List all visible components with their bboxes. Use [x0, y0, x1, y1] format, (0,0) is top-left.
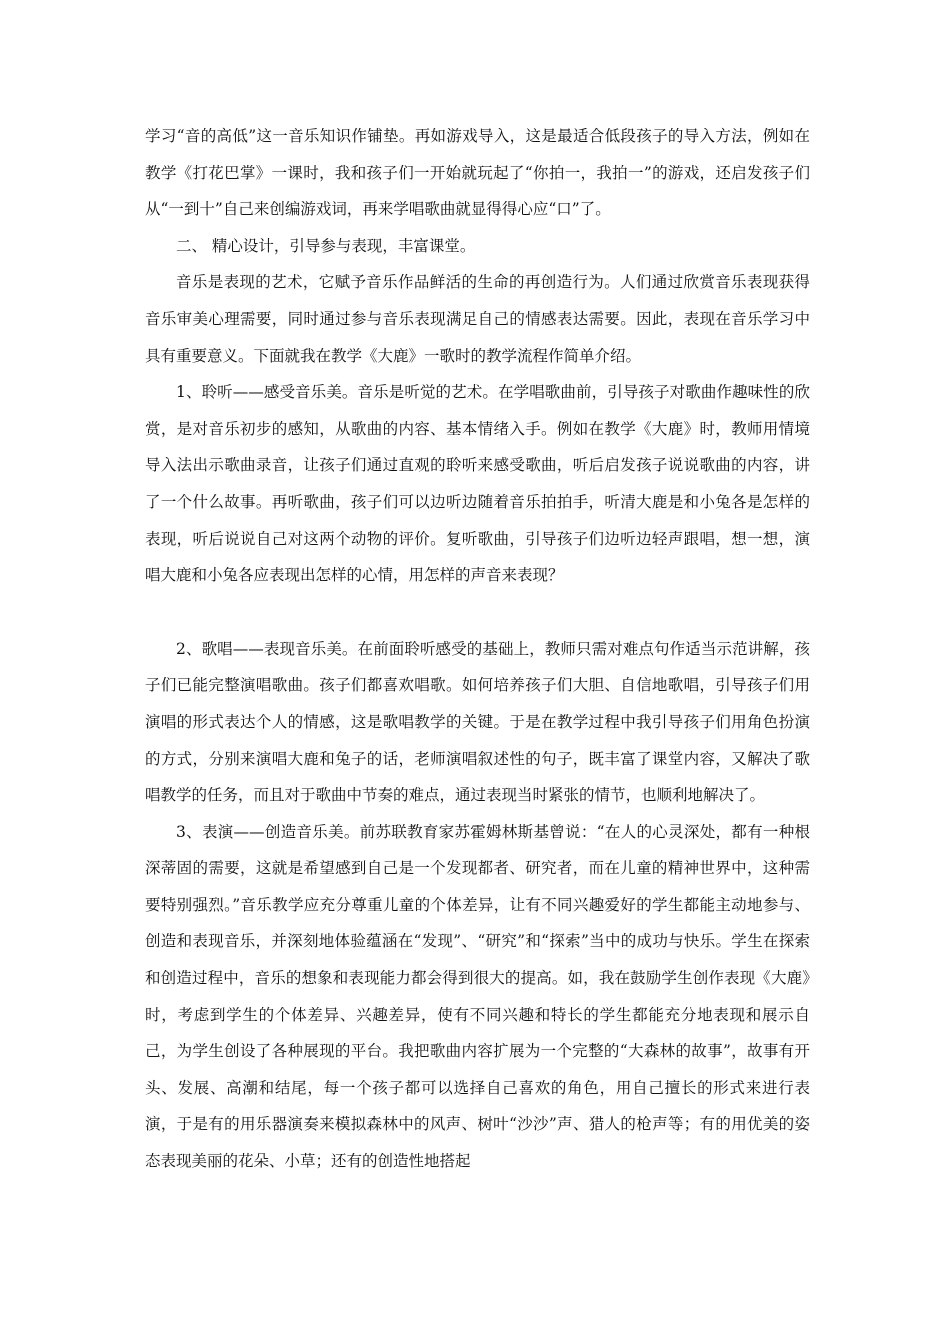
paragraph-singing: 2、歌唱——表现音乐美。在前面聆听感受的基础上，教师只需对难点句作适当示范讲解，孩子们已能完整演唱歌曲。孩子们都喜欢唱歌。如何培养孩子们大胆、自信地歌唱，引导孩子们用演唱的形式表达个人的情感，这是歌唱教学的关键。于是在教学过程中我引导孩子们用角色扮演的方式，分别来演唱大鹿和兔子的话，老师演唱叙述性的句子，既丰富了课堂内容，又解决了歌唱教学的任务，而且对于歌曲中节奏的难点，通过表现当时紧张的情节，也顺利地解决了。: [145, 639, 810, 805]
paragraph-intro-continuation: 学习“音的高低”这一音乐知识作铺垫。再如游戏导入，这是最适合低段孩子的导入方法，例如在教学《打花巴掌》一课时，我和孩子们一开始就玩起了“你拍一，我拍一”的游戏，还启发孩子们从“一到十”自己来创编游戏词，再来学唱歌曲就显得得心应“口”了。: [145, 127, 810, 219]
paragraph-performing: 3、表演——创造音乐美。前苏联教育家苏霍姆林斯基曾说：“在人的心灵深处，都有一种根深蒂固的需要，这就是希望感到自己是一个发现都者、研究者，而在儿童的精神世界中，这种需要特别强烈。”音乐教学应充分尊重儿童的个体差异，让有不同兴趣爱好的学生都能主动地参与、创造和表现音乐，并深刻地体验蕴涵在“发现”、“研究”和“探索”当中的成功与快乐。学生在探索和创造过程中，音乐的想象和表现能力都会得到很大的提高。如，我在鼓励学生创作表现《大鹿》时，考虑到学生的个体差异、兴趣差异，使有不同兴趣和特长的学生都能充分地表现和展示自己，为学生创设了各种展现的平台。我把歌曲内容扩展为一个完整的“大森林的故事”，故事有开头、发展、高潮和结尾，每一个孩子都可以选择自己喜欢的角色，用自己擅长的形式来进行表演，于是有的用乐器演奏来模拟森林中的风声、树叶“沙沙”声、猎人的枪声等；有的用优美的姿态表现美丽的花朵、小草；还有的创造性地搭起: [145, 822, 810, 1171]
paragraph-expression-art: 音乐是表现的艺术，它赋予音乐作品鲜活的生命的再创造行为。人们通过欣赏音乐表现获得音乐审美心理需要，同时通过参与音乐表现满足自己的情感表达需要。因此，表现在音乐学习中具有重要意义。下面就我在教学《大鹿》一歌时的教学流程作简单介绍。: [145, 273, 810, 365]
document-body: [145, 118, 810, 1180]
paragraph-listening: 1、聆听——感受音乐美。音乐是听觉的艺术。在学唱歌曲前，引导孩子对歌曲作趣味性的欣赏，是对音乐初步的感知，从歌曲的内容、基本情绪入手。例如在教学《大鹿》时，教师用情境导入法出示歌曲录音，让孩子们通过直观的聆听来感受歌曲，听后启发孩子说说歌曲的内容，讲了一个什么故事。再听歌曲，孩子们可以边听边随着音乐拍拍手，听清大鹿是和小兔各是怎样的表现，听后说说自己对这两个动物的评价。复听歌曲，引导孩子们边听边轻声跟唱，想一想，演唱大鹿和小兔各应表现出怎样的心情，用怎样的声音来表现？: [145, 383, 810, 585]
blank-line: [145, 594, 810, 631]
section-heading-two: 二、 精心设计，引导参与表现，丰富课堂。: [176, 236, 476, 255]
